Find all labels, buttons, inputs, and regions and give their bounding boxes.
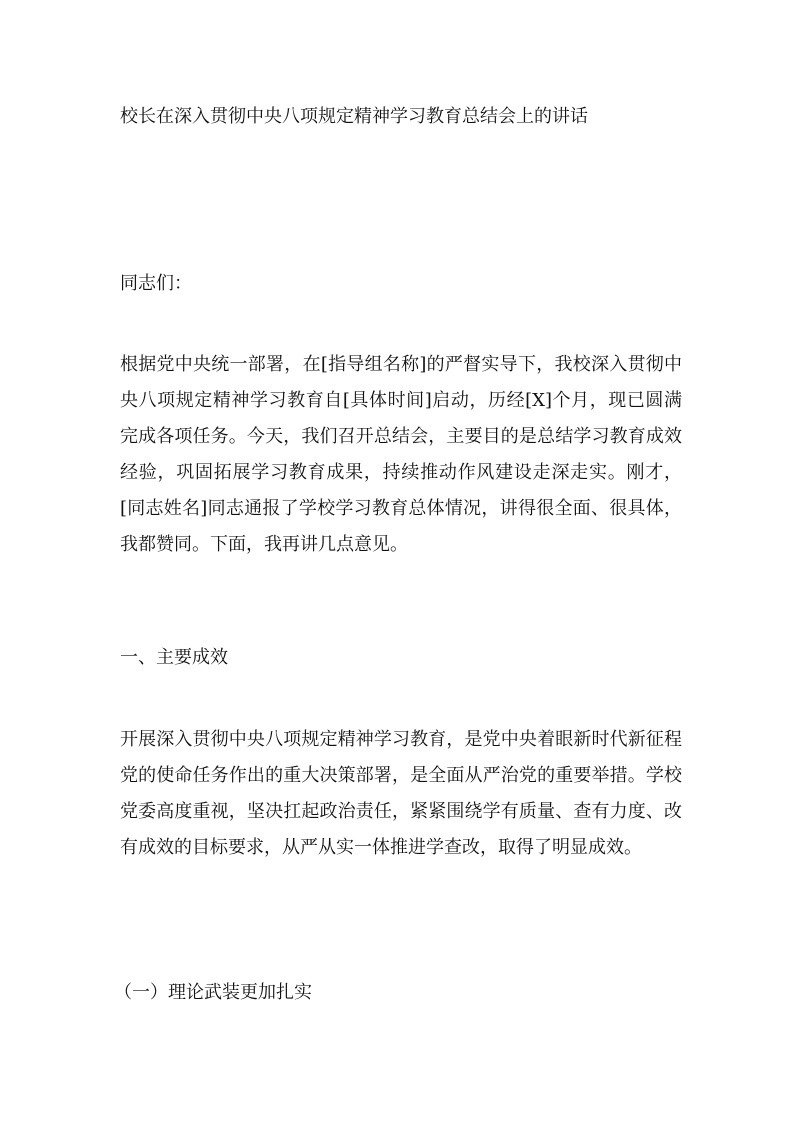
paragraph-main-results: 开展深入贯彻中央八项规定精神学习教育，是党中央着眼新时代新征程党的使命任务作出的重大决策部署，是全面从严治党的重要举措。学校党委高度重视，坚决扛起政治责任，紧紧围绕学有质量、查有力度、改有成效的目标要求，从严从实一体推进学查改，取得了明显成效。 (120, 729, 682, 858)
document-title: 校长在深入贯彻中央八项规定精神学习教育总结会上的讲话 (120, 106, 588, 127)
salutation: 同志们： (120, 273, 192, 294)
subsection-heading-theory: （一）理论武装更加扎实 (114, 982, 312, 1003)
paragraph-intro: 根据党中央统一部署，在[指导组名称]的严督实导下，我校深入贯彻中央八项规定精神学习教育自[具体时间]启动，历经[X]个月，现已圆满完成各项任务。今天，我们召开总结会，主要目的是总结学习教育成效经验，巩固拓展学习教育成果，持续推动作风建设走深走实。刚才，[同志姓名]同志通报了学校学习教育总体情况，讲得很全面、很具体，我都赞同。下面，我再讲几点意见。 (120, 354, 682, 555)
section-heading-main-results: 一、主要成效 (120, 647, 228, 668)
